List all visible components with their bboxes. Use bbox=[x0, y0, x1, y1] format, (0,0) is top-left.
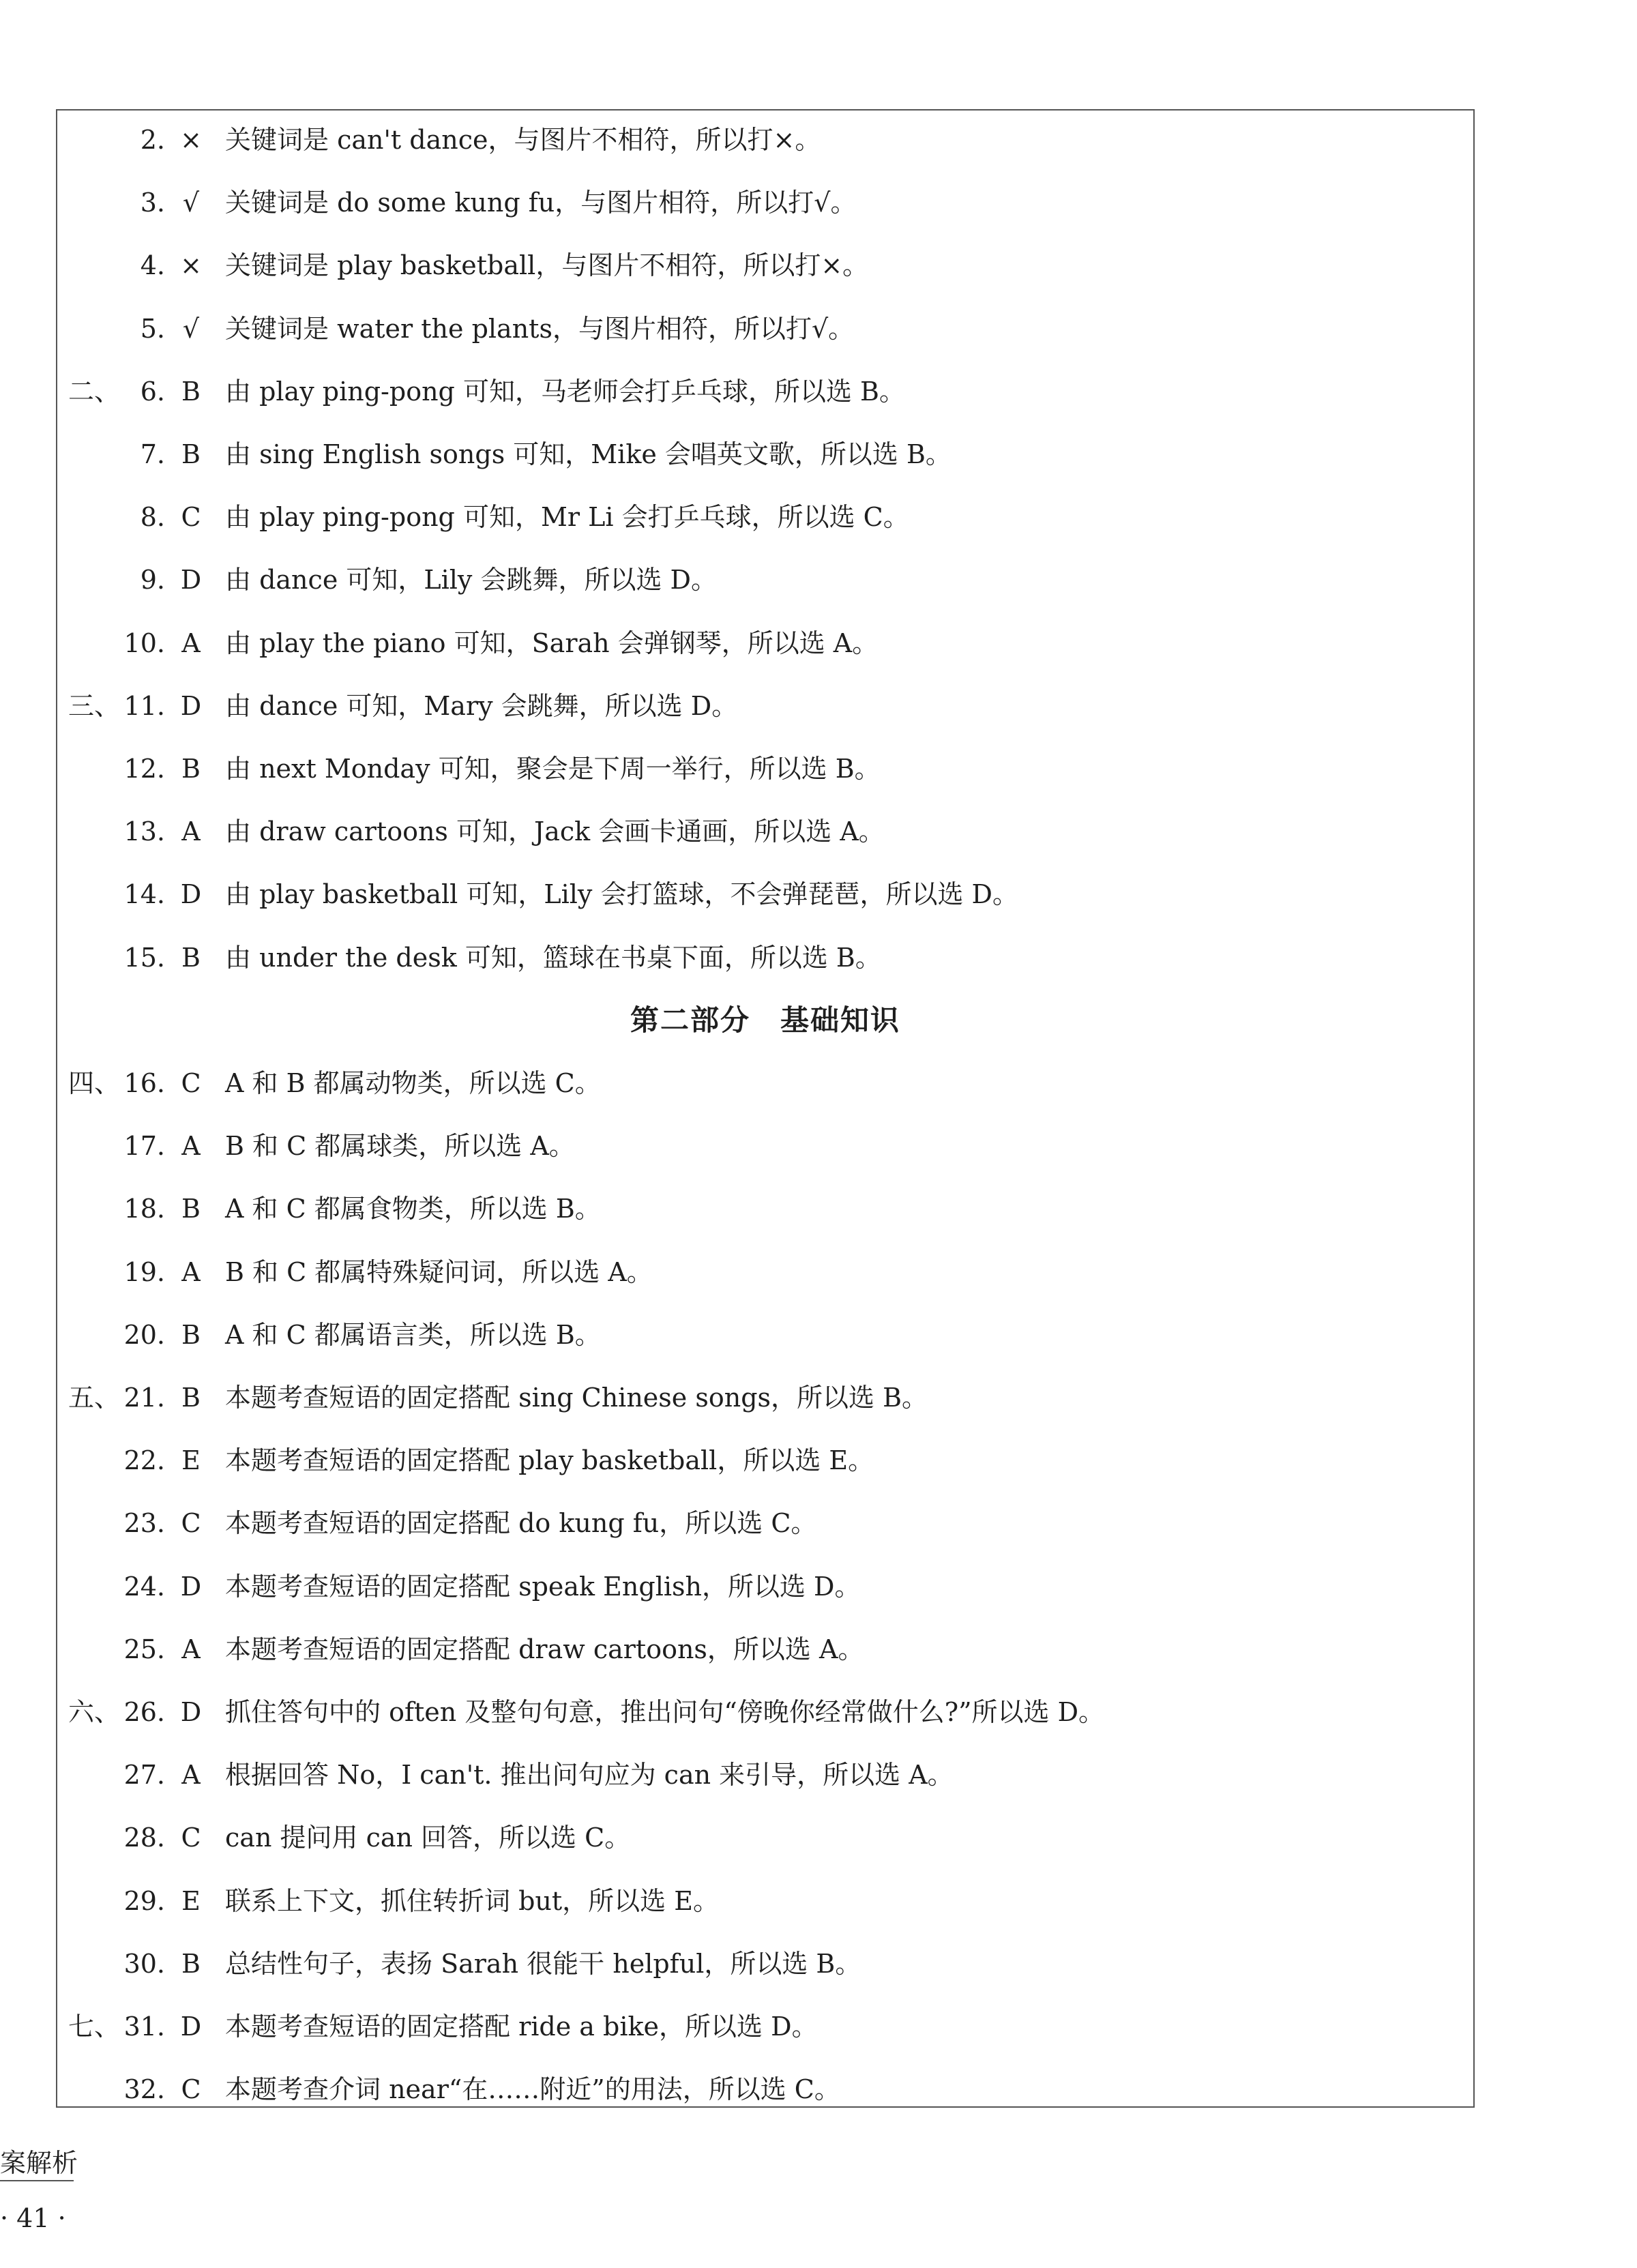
answer-row bbox=[0, 2003, 1637, 2050]
answer-letter: B bbox=[181, 439, 201, 469]
answer-letter: A bbox=[181, 1760, 201, 1791]
answer-letter: D bbox=[180, 1697, 202, 1727]
section-label: 四、 bbox=[68, 1068, 121, 1098]
answer-letter: × bbox=[180, 125, 202, 155]
answer-row bbox=[0, 870, 1637, 918]
explanation-text: 由 play the piano 可知，Sarah 会弹钢琴，所以选 A。 bbox=[225, 628, 879, 658]
question-number: 16. bbox=[123, 1068, 165, 1098]
question-number: 20. bbox=[123, 1319, 165, 1350]
explanation-text: 本题考查短语的固定搭配 speak English，所以选 D。 bbox=[225, 1571, 861, 1602]
answer-row bbox=[0, 1625, 1637, 1673]
answer-letter: D bbox=[180, 2012, 202, 2042]
page-number: · 41 · bbox=[0, 2203, 66, 2233]
answer-row bbox=[0, 1374, 1637, 1422]
answer-row bbox=[0, 1122, 1637, 1170]
answer-row bbox=[0, 430, 1637, 478]
answer-row bbox=[0, 1563, 1637, 1610]
answer-letter: E bbox=[181, 1445, 201, 1476]
answer-row bbox=[0, 1248, 1637, 1296]
answer-letter: B bbox=[181, 754, 201, 784]
answer-letter: B bbox=[181, 1194, 201, 1224]
answer-row bbox=[0, 1499, 1637, 1547]
question-number: 2. bbox=[140, 125, 165, 155]
explanation-text: 关键词是 play basketball，与图片不相符，所以打×。 bbox=[225, 250, 869, 281]
section-label: 六、 bbox=[68, 1697, 121, 1727]
part-heading: 第二部分 基础知识 bbox=[630, 1003, 900, 1037]
question-number: 31. bbox=[123, 2012, 165, 2042]
explanation-text: 由 play basketball 可知，Lily 会打篮球，不会弹琵琶，所以选 D。 bbox=[225, 879, 1019, 910]
question-number: 15. bbox=[123, 942, 165, 973]
answer-letter: C bbox=[181, 2074, 201, 2105]
footer-rule bbox=[0, 2180, 74, 2181]
explanation-text: A 和 C 都属语言类，所以选 B。 bbox=[225, 1319, 601, 1350]
answer-letter: B bbox=[181, 376, 201, 407]
section-label: 七、 bbox=[68, 2012, 121, 2042]
question-number: 25. bbox=[123, 1634, 165, 1664]
answer-row bbox=[0, 116, 1637, 164]
question-number: 12. bbox=[123, 754, 165, 784]
explanation-text: B 和 C 都属特殊疑问词，所以选 A。 bbox=[225, 1256, 653, 1287]
explanation-text: 本题考查短语的固定搭配 play basketball，所以选 E。 bbox=[225, 1445, 874, 1476]
question-number: 8. bbox=[140, 502, 165, 533]
explanation-text: 由 dance 可知，Lily 会跳舞，所以选 D。 bbox=[225, 565, 718, 595]
answer-row bbox=[0, 1940, 1637, 1988]
question-number: 9. bbox=[140, 565, 165, 595]
explanation-text: 由 play ping-pong 可知，Mr Li 会打乒乓球，所以选 C。 bbox=[225, 502, 909, 533]
question-number: 24. bbox=[123, 1571, 165, 1602]
explanation-text: 本题考查短语的固定搭配 do kung fu，所以选 C。 bbox=[225, 1508, 817, 1539]
answer-row bbox=[0, 305, 1637, 353]
question-number: 26. bbox=[123, 1697, 165, 1727]
answer-row bbox=[0, 556, 1637, 604]
answer-letter: B bbox=[181, 1319, 201, 1350]
explanation-text: 总结性句子，表扬 Sarah 很能干 helpful，所以选 B。 bbox=[225, 1948, 861, 1979]
answer-letter: B bbox=[181, 1383, 201, 1413]
question-number: 10. bbox=[123, 628, 165, 658]
question-number: 11. bbox=[123, 690, 165, 721]
answer-letter: D bbox=[180, 1571, 202, 1602]
answer-letter: √ bbox=[182, 188, 200, 218]
explanation-text: 抓住答句中的 often 及整句句意，推出问句“傍晚你经常做什么?”所以选 D。 bbox=[225, 1697, 1105, 1727]
answer-row bbox=[0, 1688, 1637, 1736]
question-number: 14. bbox=[123, 879, 165, 910]
section-label: 二、 bbox=[68, 376, 121, 407]
question-number: 22. bbox=[123, 1445, 165, 1476]
question-number: 27. bbox=[123, 1760, 165, 1791]
question-number: 4. bbox=[140, 250, 165, 281]
answer-letter: √ bbox=[182, 313, 200, 344]
question-number: 19. bbox=[123, 1256, 165, 1287]
answer-row bbox=[0, 1059, 1637, 1107]
answer-row bbox=[0, 934, 1637, 982]
answer-row bbox=[0, 1185, 1637, 1233]
explanation-text: 由 next Monday 可知，聚会是下周一举行，所以选 B。 bbox=[225, 754, 881, 784]
explanation-text: 由 draw cartoons 可知，Jack 会画卡通画，所以选 A。 bbox=[225, 816, 885, 847]
question-number: 17. bbox=[123, 1131, 165, 1162]
answer-row bbox=[0, 1877, 1637, 1925]
explanation-text: A 和 B 都属动物类，所以选 C。 bbox=[225, 1068, 601, 1098]
answer-letter: E bbox=[181, 1885, 201, 1916]
answer-letter: A bbox=[181, 816, 201, 847]
answer-letter: A bbox=[181, 1634, 201, 1664]
question-number: 6. bbox=[140, 376, 165, 407]
answer-row bbox=[0, 1751, 1637, 1799]
explanation-text: 本题考查短语的固定搭配 sing Chinese songs，所以选 B。 bbox=[225, 1383, 928, 1413]
question-number: 21. bbox=[123, 1383, 165, 1413]
section-label: 三、 bbox=[68, 690, 121, 721]
answer-row bbox=[0, 682, 1637, 730]
answer-letter: B bbox=[181, 1948, 201, 1979]
answer-row bbox=[0, 2065, 1637, 2113]
answer-letter: A bbox=[181, 628, 201, 658]
explanation-text: 根据回答 No，I can't. 推出问句应为 can 来引导，所以选 A。 bbox=[225, 1760, 954, 1791]
answer-row bbox=[0, 1437, 1637, 1484]
explanation-text: 联系上下文，抓住转折词 but，所以选 E。 bbox=[225, 1885, 719, 1916]
explanation-text: 由 sing English songs 可知，Mike 会唱英文歌，所以选 B。 bbox=[225, 439, 952, 469]
answer-letter: C bbox=[181, 1823, 201, 1853]
question-number: 5. bbox=[140, 313, 165, 344]
question-number: 28. bbox=[123, 1823, 165, 1853]
answer-letter: C bbox=[181, 1068, 201, 1098]
answer-row bbox=[0, 1814, 1637, 1861]
answer-letter: D bbox=[180, 690, 202, 721]
footer-label: 案解析 bbox=[0, 2148, 78, 2178]
answer-letter: B bbox=[181, 942, 201, 973]
explanation-text: B 和 C 都属球类，所以选 A。 bbox=[225, 1131, 575, 1162]
answer-row bbox=[0, 619, 1637, 667]
answer-letter: A bbox=[181, 1256, 201, 1287]
answer-row bbox=[0, 368, 1637, 415]
answer-row bbox=[0, 241, 1637, 289]
question-number: 18. bbox=[123, 1194, 165, 1224]
explanation-text: 本题考查介词 near“在……附近”的用法，所以选 C。 bbox=[225, 2074, 840, 2105]
explanation-text: 本题考查短语的固定搭配 draw cartoons，所以选 A。 bbox=[225, 1634, 864, 1664]
explanation-text: 关键词是 do some kung fu，与图片相符，所以打√。 bbox=[225, 188, 857, 218]
answer-row bbox=[0, 493, 1637, 541]
answer-letter: D bbox=[180, 879, 202, 910]
answer-letter: D bbox=[180, 565, 202, 595]
explanation-text: 关键词是 water the plants，与图片相符，所以打√。 bbox=[225, 313, 855, 344]
answer-letter: A bbox=[181, 1131, 201, 1162]
explanation-text: 由 under the desk 可知，篮球在书桌下面，所以选 B。 bbox=[225, 942, 881, 973]
answer-row bbox=[0, 1311, 1637, 1359]
explanation-text: can 提问用 can 回答，所以选 C。 bbox=[225, 1823, 631, 1853]
answer-letter: C bbox=[181, 502, 201, 533]
question-number: 32. bbox=[123, 2074, 165, 2105]
answer-letter: × bbox=[180, 250, 202, 281]
answer-row bbox=[0, 179, 1637, 226]
question-number: 23. bbox=[123, 1508, 165, 1539]
answer-row bbox=[0, 745, 1637, 793]
explanation-text: 本题考查短语的固定搭配 ride a bike，所以选 D。 bbox=[225, 2012, 818, 2042]
explanation-text: 关键词是 can't dance，与图片不相符，所以打×。 bbox=[225, 125, 821, 155]
question-number: 3. bbox=[140, 188, 165, 218]
question-number: 7. bbox=[140, 439, 165, 469]
explanation-text: 由 dance 可知，Mary 会跳舞，所以选 D。 bbox=[225, 690, 738, 721]
explanation-text: A 和 C 都属食物类，所以选 B。 bbox=[225, 1194, 601, 1224]
section-label: 五、 bbox=[68, 1383, 121, 1413]
question-number: 13. bbox=[123, 816, 165, 847]
answer-letter: C bbox=[181, 1508, 201, 1539]
explanation-text: 由 play ping-pong 可知，马老师会打乒乓球，所以选 B。 bbox=[225, 376, 905, 407]
question-number: 29. bbox=[123, 1885, 165, 1916]
answer-row bbox=[0, 808, 1637, 855]
question-number: 30. bbox=[123, 1948, 165, 1979]
